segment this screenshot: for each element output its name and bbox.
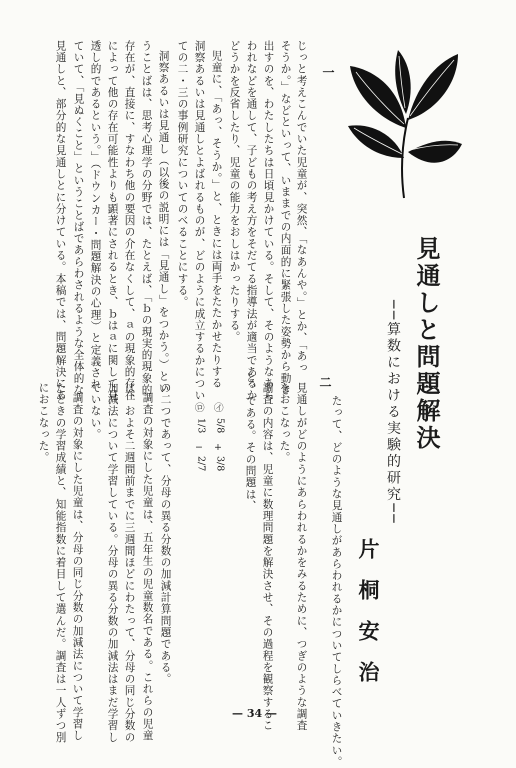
body-line: うことばは、思考心理学の分野では、たとえば、「ｂの現実的現象的 [140,40,153,396]
body-line: 透し的であるという。」（ドウンカー・問題解決の心理）と定義され [89,40,102,391]
body-line: によって他の存在可能性よりも顕著にされるとき、ｂはａに関して見 [106,40,119,402]
body-line: は、およそ二週間前までに三週間ほどにわたって、分母の同じ分数の [123,382,136,744]
body-line: 出すのを、わたしたちは日頃見かけている。そして、そのようなあら [262,40,275,402]
body-line: 調査の内容は、児童に数理問題を解決させ、その過程を観察するこ [261,382,274,732]
body-line: たときの学習成績と、知能指数に着目して選んだ。調査は一人ずつ別 [54,382,67,744]
body-line: ての二・三の事例研究についてのべることにする。 [176,40,189,308]
body-line: 調査の対象にした児童は、分母の同じ分数の加減法について学習し [71,392,84,742]
problem-ro-label: ㋺ [195,403,205,414]
body-line: 洞察あるいは見通しとよばれるものが、どのように成立するかについ [193,40,206,402]
body-line: をおこなった。 [278,382,291,464]
problem-ro-op: − [195,442,203,453]
section-mark-one: 一 [321,66,335,78]
problem-i-op: + [214,442,222,453]
body-line: ていて、「見ぬくこと」ということばであらわされるような全体的な [72,40,85,396]
body-line: 洞察あるいは見通し（以後の説明には「見通し」をつかう。）とい [157,50,170,395]
body-line: の二つであって、分母の異る分数の加減計算問題である。 [159,382,172,685]
body-line: 見通しがどのようにあらわれるかをみるために、つぎのような調査 [295,382,308,732]
body-line: 見通しと、部分的な見通しとに分けている。本稿では、問題解決にあ [54,40,67,402]
page-number: — 34 — [232,707,277,720]
article-subtitle: ──算数における実験的研究── [385,300,401,526]
body-line: ていない。 [89,382,102,441]
body-line: たって、どのような見通しがあらわれるかについてしらべていきたい。 [330,395,343,768]
body-line: と、である。その問題は、 [244,372,257,512]
body-line: 存在が、直接に、すなわち他の要因の介在なくして、ａの現象的存在 [123,40,136,402]
author-name: 片桐安治 [356,538,381,702]
problem-i-b: 3/8 [214,456,226,472]
body-line: 調査の対象にした児童は、五年生の児童数名である。これらの児童 [141,392,154,742]
problem-ro-a: 1/3 [195,418,207,434]
body-line: われなどを通して、子どもの考え方をそだてる指導法が適当であるか [245,40,258,402]
problem-ro-b: 2/7 [195,456,207,472]
body-line: 児童に、「あっ、そうか。」と、ときには両手をたたかせたりする [210,50,223,389]
body-line: 加減法について学習している。分母の異る分数の加減法はまだ学習し [106,382,119,744]
body-line: じっと考えこんでいた児童が、突然、「なあんや。」とか、「あっ [295,40,308,374]
problem-i-a: 5/8 [214,418,226,434]
problem-i-label: ㋑ [214,403,224,414]
body-line: どうかを反省したり、児童の能力をおしはかったりする。 [228,40,241,343]
body-line: におこなった。 [37,382,50,464]
section-mark-two: 二 [318,376,332,388]
article-title: 見通しと問題解決 [412,236,441,452]
leaf-illustration [346,48,464,203]
body-line: そうか。」などといって、いままでの内面的に緊張した姿勢から動き [279,40,292,396]
